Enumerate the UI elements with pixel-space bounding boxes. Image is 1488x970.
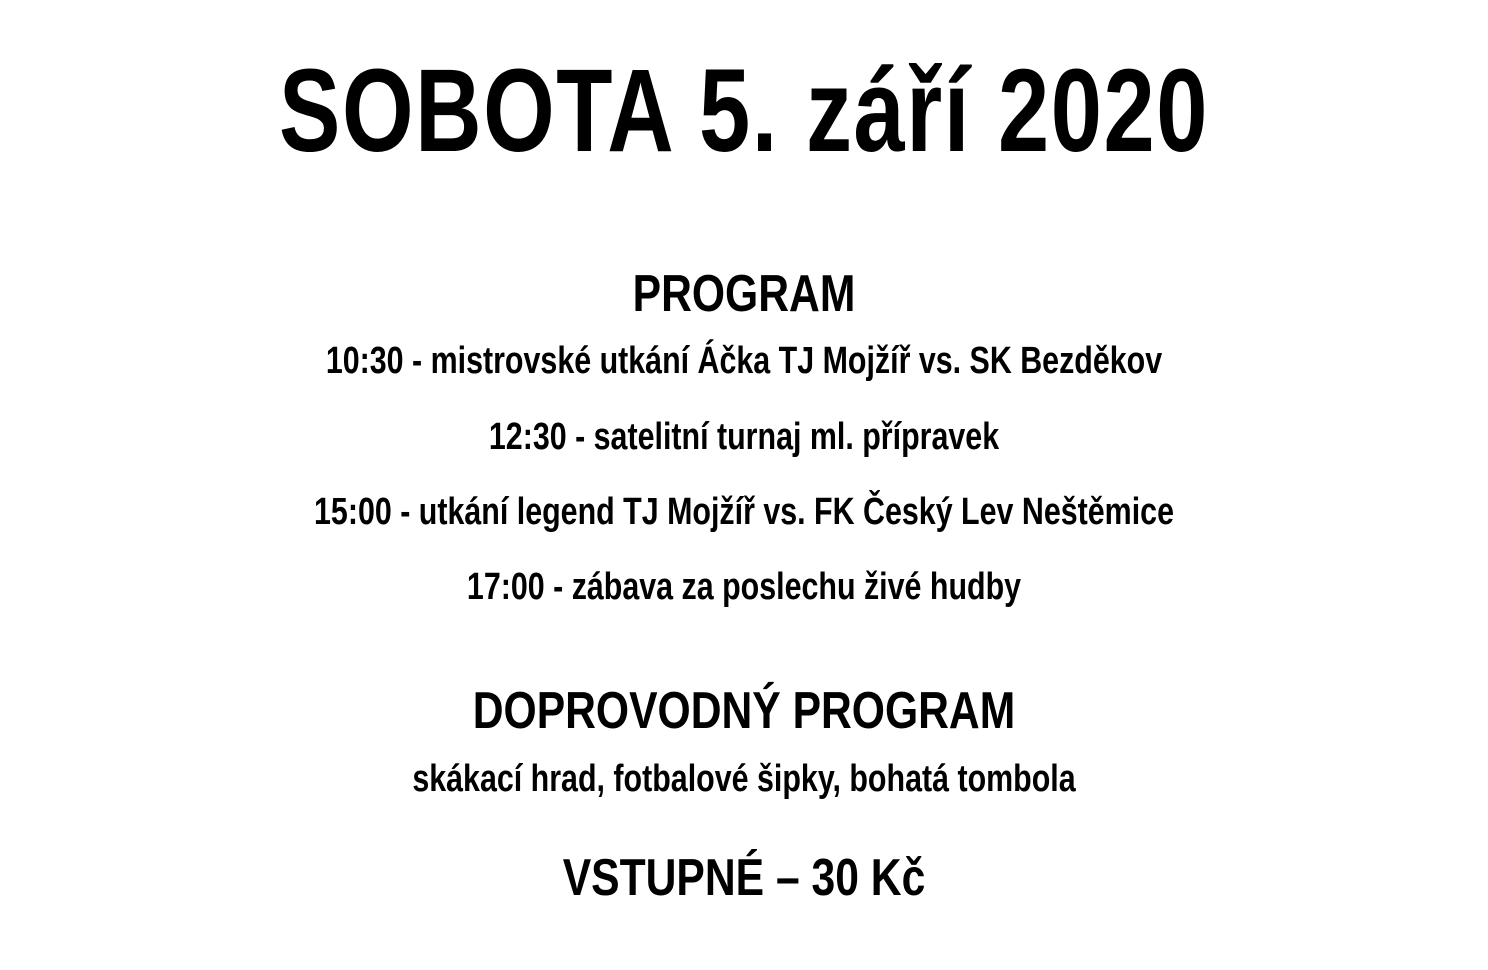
program-item: 12:30 - satelitní turnaj ml. přípravek <box>488 416 1000 458</box>
event-date-title: SOBOTA 5. září 2020 <box>279 45 1209 177</box>
program-item: 10:30 - mistrovské utkání Áčka TJ Mojžíř vs. SK Bezděkov <box>325 340 1163 382</box>
program-item: 17:00 - zábava za poslechu živé hudby <box>466 566 1022 608</box>
program-item: 15:00 - utkání legend TJ Mojžíř vs. FK Český Lev Neštěmice <box>314 491 1174 533</box>
program-heading: PROGRAM <box>632 265 856 323</box>
side-program-text: skákací hrad, fotbalové šipky, bohatá tombola <box>412 758 1076 800</box>
entry-fee: VSTUPNÉ – 30 Kč <box>562 849 926 907</box>
side-program-heading: DOPROVODNÝ PROGRAM <box>472 682 1016 740</box>
